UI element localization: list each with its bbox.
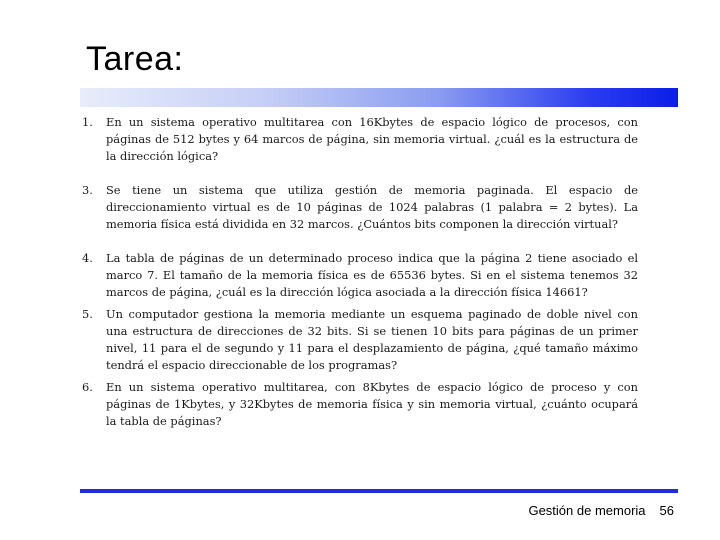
question-number: 5. [82,307,93,321]
question-text: En un sistema operativo multitarea con 16Kbytes de espacio lógico de procesos, con páginas de 512 bytes y 64 marcos de página, sin memoria virtual. ¿cuál es la estructura de la dirección lógica? [106,115,638,163]
question-text: Un computador gestiona la memoria mediante un esquema paginado de doble nivel con una estructura de direcciones de 32 bits. Si se tienen 10 bits para páginas de un primer nivel, 11 para el de segundo y 11 para el desplazamiento de página, ¿qué tamaño máximo tendrá el espacio direccionable de los programas? [106,307,638,372]
page-number: 56 [659,503,674,518]
question-text: En un sistema operativo multitarea, con 8Kbytes de espacio lógico de proceso y con páginas de 1Kbytes, y 32Kbytes de memoria física y sin memoria virtual, ¿cuánto ocupará la tabla de páginas? [106,380,638,428]
slide-footer [528,503,674,518]
question-item [82,379,638,430]
footer-divider [80,489,678,493]
question-list [82,114,638,430]
question-number: 6. [82,380,93,394]
question-item [82,306,638,374]
question-number: 1. [82,115,93,129]
title-gradient-bar [80,88,678,107]
question-item [82,182,638,233]
footer-label: Gestión de memoria [528,503,646,518]
question-number: 4. [82,251,93,265]
question-item [82,114,638,165]
question-number: 3. [82,183,93,197]
question-text: Se tiene un sistema que utiliza gestión de memoria paginada. El espacio de direccionamiento virtual es de 10 páginas de 1024 palabras (1 palabra = 2 bytes). La memoria física está dividida en 32 marcos. ¿Cuántos bits componen la dirección virtual? [106,183,638,231]
question-text: La tabla de páginas de un determinado proceso indica que la página 2 tiene asociado el marco 7. El tamaño de la memoria física es de 65536 bytes. Si en el sistema tenemos 32 marcos de página, ¿cuál es la dirección lógica asociada a la dirección física 14661? [106,251,638,299]
question-item [82,250,638,301]
slide-title: Tarea: [86,40,184,78]
